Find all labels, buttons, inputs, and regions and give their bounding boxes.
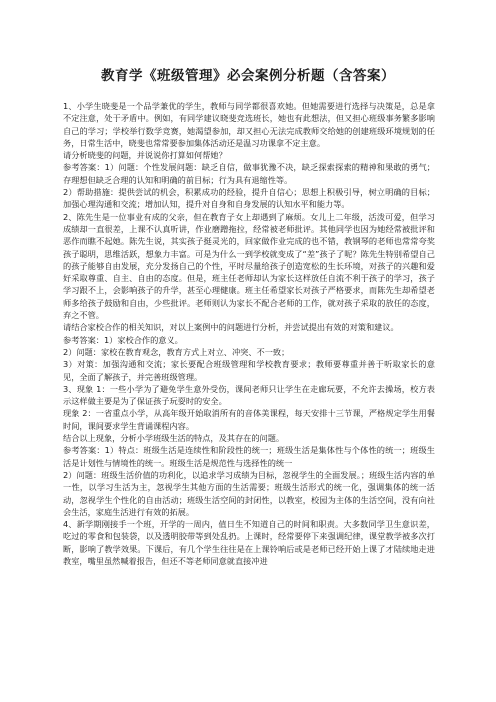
paragraph: 2、陈先生是一位事业有成的父亲，但在教育子女上却遇到了麻烦。女儿上二年级，活泼可爱，但学习成绩却一直很差，上课不认真听讲，作业磨蹭拖拉，经常被老师批评。其他同学也因为她经常被批评和恶作而瞧不起她。陈先生说，其实孩子挺灵光的，回家做作业完成的也不错，教钢琴的老师也常常夸奖孩子聪明，思维活跃，想象力丰富。可是为什么一到学校就变成了“差”孩子了呢？陈先生特别希望自己的孩子能够自由发展，充分发扬自己的个性，平时尽量给孩子创造宽松的生长环境，对孩子的兴趣和爱好采取尊重、自主、自由的态度。但是，班主任老师却认为家长这样放任自流不利于孩子的学习，孩子学习跟不上，会影响孩子的升学，甚至心理健康。班主任希望家长对孩子严格要求，而陈先生却希望老师多给孩子鼓励和自由，少些批评。老师则认为家长不配合老师的工作，就对孩子采取的放任的态度，弃之不管。 <box>63 211 435 321</box>
paragraph: 1、小学生晓斐是一个品学兼优的学生，教师与同学都很喜欢她。但她需要进行选择与决策是，总是拿不定注意，处于矛盾中。例如，有同学建议晓斐竞选班长，她也有此想法，但又担心班级事务繁多影响自己的学习；学校举行数学竞赛，她渴望参加，却又担心无法完成教师交给她的创建班级环境规划的任务，日常生活中，晓斐也常常要参加集体活动还是温习功课拿不定主意。 <box>63 101 435 148</box>
paragraph: 参考答案：1）家校合作的意义。 <box>63 334 183 345</box>
paragraph: 3）对策：加强沟通和交流；家长要配合班级管理和学校教育要求；教师要尊重并善于听取家长的意见，全面了解孩子，并完善班级管理。 <box>63 359 435 382</box>
document-body <box>63 100 435 567</box>
paragraph: 4、新学期刚接手一个班，开学的一周内，值日生不知道自己的时间和职责。大多数同学卫生意识差，吃过的零食和包装袋，以及透明胶带等到处乱扔。上课时，经常要停下来强调纪律，课堂教学被多次打断，影响了教学效果。下课后，有几个学生往往是在上课铃响后或是老师已经开始上课了才陆续地走进教室，嘴里虽然喊着报告，但还不等老师同意就直接冲进 <box>63 519 435 566</box>
paragraph: 3、现象 1：一些小学为了避免学生意外受伤，课间老师只让学生在走廊玩要，不允许去操场，校方表示这样做主要是为了保证孩子玩耍时的安全。 <box>63 383 435 407</box>
paragraph: 2）帮助措施：提供尝试的机会，积累成功的经验，提升自信心；思想上积极引导，树立明确的目标；加强心理沟通和交流；增加认知，提升对自身和自身发展的认知水平和能力等。 <box>63 187 435 210</box>
paragraph: 2）问题：家校在教育观念，教育方式上对立、冲突、不一致； <box>63 346 290 357</box>
paragraph: 参考答案：1）问题：个性发展问题：缺乏自信，做事犹豫不决，缺乏探索探索的精神和果敢的勇气；存理想但缺乏合理的认知和明确的前目标；行为具有退缩性等。 <box>63 162 435 185</box>
paragraph: 参考答案：1）特点：班级生活是连续性和阶段性的统一；班级生活是集体性与个体性的统一；班级生活是计划性与情境性的统一。班级生活是规范性与选择性的统一 <box>63 445 435 468</box>
paragraph: 2）问题：班级生活价值的功利化，以追求学习成绩为目标，忽视学生的全面发展。；班级生活内容的单一性，以学习生活为主，忽视学生其他方面的生活需要；班级生活形式的统一化，强调集体的统一活动，忽视学生个性化的自由活动；班级生活空间的封闭性，以教室，校园为主体的生活空间，没有向社会生活，家庭生活进行有效的拓展。 <box>63 469 435 517</box>
paragraph: 结合以上现象，分析小学班级生活的特点，及其存在的问题。 <box>63 433 285 444</box>
document-title: 教育学《班级管理》必会案例分析题（含答案） <box>101 68 395 84</box>
paragraph: 请分析晓斐的问题，并说说你打算如何帮她？ <box>63 150 227 161</box>
paragraph: 现象 2：一省重点小学，从高年级开始取消所有的音体美课程，每天安排十三节课，严格规定学生用餐时间，课间要求学生背诵课程内容。 <box>63 408 435 431</box>
paragraph: 请结合家校合作的相关知识，对以上案例中的问题进行分析，并尝试提出有效的对策和建议。 <box>63 322 399 333</box>
